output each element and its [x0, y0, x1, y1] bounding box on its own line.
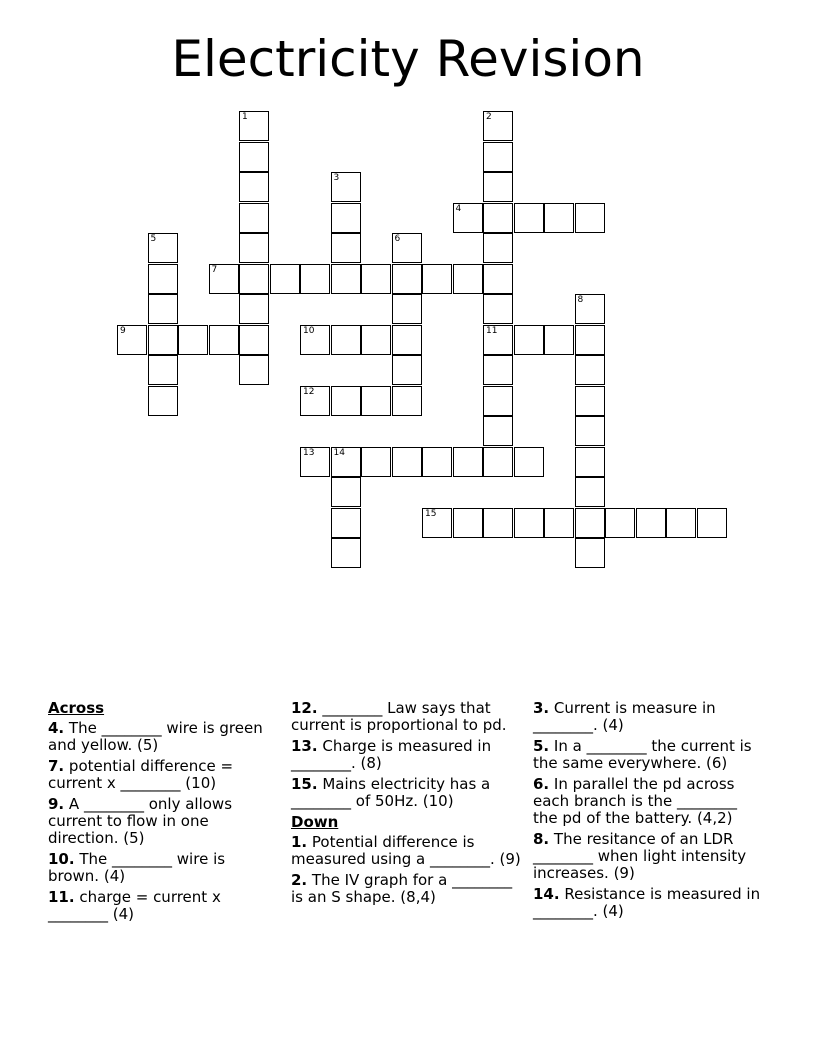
grid-cell[interactable] [331, 477, 361, 507]
clue-down-5: 5. In a ________ the current is the same everywhere. (6) [533, 737, 752, 772]
grid-cell[interactable] [148, 386, 178, 416]
grid-cell[interactable] [331, 447, 361, 477]
clue-across-11: 11. charge = current x ________ (4) [48, 888, 221, 923]
clue-across-7: 7. potential difference = current x ________ (10) [48, 757, 234, 792]
grid-cell[interactable] [575, 477, 605, 507]
clue-down-8: 8. The resitance of an LDR ________ when light intensity increases. (9) [533, 830, 747, 882]
grid-cell[interactable] [422, 508, 452, 538]
clue-number: 2 [486, 112, 492, 122]
grid-cell[interactable] [331, 203, 361, 233]
grid-cell[interactable] [483, 111, 513, 141]
grid-cell[interactable] [575, 386, 605, 416]
clue-number: 7 [211, 264, 218, 275]
grid-cell[interactable] [666, 508, 696, 538]
grid-cell[interactable] [392, 355, 422, 385]
grid-cell[interactable] [148, 294, 178, 324]
grid-cell[interactable] [575, 294, 605, 324]
grid-cell[interactable] [575, 325, 605, 355]
clue-down-1: 1. Potential difference is measured using a ________. (9) [291, 833, 521, 868]
grid-cell[interactable] [575, 538, 605, 568]
grid-cell[interactable] [331, 508, 361, 538]
clue-down-14: 14. Resistance is measured in ________. (4) [533, 885, 761, 920]
grid-cell[interactable] [575, 447, 605, 477]
grid-cell[interactable] [239, 264, 269, 294]
grid-cell[interactable] [300, 325, 330, 355]
grid-cell[interactable] [239, 203, 269, 233]
grid-cell[interactable] [239, 111, 269, 141]
clue-across-15: 15. Mains electricity has a ________ of 50Hz. (10) [291, 775, 491, 810]
grid-cell[interactable] [483, 416, 513, 446]
grid-cell[interactable] [453, 508, 483, 538]
clue-down-6: 6. In parallel the pd across each branch is the ________ the pd of the battery. (4,2) [533, 775, 737, 827]
grid-cell[interactable] [575, 355, 605, 385]
grid-cell[interactable] [392, 447, 422, 477]
clue-number: 6 [394, 234, 401, 244]
clue-down-2: 2. The IV graph for a ________ is an S shape. (8,4) [291, 871, 513, 906]
grid-cell[interactable] [331, 386, 361, 416]
page-title: Electricity Revision [171, 30, 645, 88]
grid-cell[interactable] [544, 325, 574, 355]
clue-column-1 [48, 700, 273, 927]
grid-cell[interactable] [453, 264, 483, 294]
grid-cell[interactable] [239, 233, 269, 263]
grid-cell[interactable] [483, 172, 513, 202]
grid-cell[interactable] [117, 325, 147, 355]
grid-cell[interactable] [392, 386, 422, 416]
grid-cell[interactable] [392, 294, 422, 324]
grid-cell[interactable] [239, 355, 269, 385]
clue-number: 4 [455, 203, 462, 214]
grid-cell[interactable] [575, 203, 605, 233]
grid-cell[interactable] [239, 325, 269, 355]
grid-cell[interactable] [483, 203, 513, 233]
grid-cell[interactable] [483, 264, 513, 294]
grid-cell[interactable] [453, 203, 483, 233]
grid-cell[interactable] [239, 172, 269, 202]
grid-cell[interactable] [209, 325, 239, 355]
grid-cell[interactable] [331, 538, 361, 568]
grid-cell[interactable] [392, 325, 422, 355]
grid-cell[interactable] [544, 203, 574, 233]
grid-cell[interactable] [331, 233, 361, 263]
grid-cell[interactable] [453, 447, 483, 477]
grid-cell[interactable] [300, 386, 330, 416]
grid-cell[interactable] [148, 264, 178, 294]
grid-cell[interactable] [239, 294, 269, 324]
clue-number: 5 [150, 234, 157, 244]
grid-cell[interactable] [483, 325, 513, 355]
grid-cell[interactable] [300, 447, 330, 477]
grid-cell[interactable] [697, 508, 727, 538]
grid-cell[interactable] [483, 508, 513, 538]
across-heading: Across [48, 699, 105, 717]
grid-cell[interactable] [392, 264, 422, 294]
clue-number: 3 [333, 173, 340, 183]
clue-number: 13 [303, 447, 315, 458]
grid-cell[interactable] [483, 355, 513, 385]
grid-cell[interactable] [270, 264, 300, 294]
down-heading: Down [291, 813, 339, 831]
grid-cell[interactable] [575, 508, 605, 538]
grid-cell[interactable] [483, 294, 513, 324]
clue-across-13: 13. Charge is measured in ________. (8) [291, 737, 492, 772]
grid-cell[interactable] [575, 416, 605, 446]
clue-down-3: 3. Current is measure in ________. (4) [533, 699, 716, 734]
grid-cell[interactable] [514, 203, 544, 233]
clue-number: 11 [486, 325, 498, 336]
clue-number: 9 [120, 325, 126, 336]
clue-across-10: 10. The ________ wire is brown. (4) [48, 850, 226, 885]
grid-cell[interactable] [331, 172, 361, 202]
clue-number: 12 [303, 386, 315, 397]
grid-cell[interactable] [605, 508, 635, 538]
grid-cell[interactable] [483, 447, 513, 477]
grid-cell[interactable] [636, 508, 666, 538]
grid-cell[interactable] [483, 142, 513, 172]
clue-across-4: 4. The ________ wire is green and yellow. (5) [48, 719, 263, 754]
clue-number: 15 [425, 508, 437, 519]
grid-cell[interactable] [422, 264, 452, 294]
clue-across-12: 12. ________ Law says that current is proportional to pd. [291, 699, 507, 734]
clue-number: 14 [333, 447, 345, 458]
grid-cell[interactable] [483, 386, 513, 416]
grid-cell[interactable] [514, 508, 544, 538]
clue-number: 10 [303, 325, 315, 336]
grid-cell[interactable] [178, 325, 208, 355]
grid-cell[interactable] [392, 233, 422, 263]
grid-cell[interactable] [361, 264, 391, 294]
grid-cell[interactable] [514, 325, 544, 355]
grid-cell[interactable] [514, 447, 544, 477]
clue-across-9: 9. A ________ only allows current to flow in one direction. (5) [48, 795, 233, 847]
grid-cell[interactable] [331, 264, 361, 294]
grid-cell[interactable] [361, 386, 391, 416]
grid-cell[interactable] [361, 325, 391, 355]
grid-cell[interactable] [544, 508, 574, 538]
grid-cell[interactable] [300, 264, 330, 294]
grid-cell[interactable] [148, 233, 178, 263]
clue-number: 8 [577, 295, 584, 305]
grid-cell[interactable] [483, 233, 513, 263]
grid-cell[interactable] [422, 447, 452, 477]
grid-cell[interactable] [209, 264, 239, 294]
grid-cell[interactable] [239, 142, 269, 172]
clue-number: 1 [242, 112, 248, 122]
grid-cell[interactable] [148, 325, 178, 355]
grid-cell[interactable] [148, 355, 178, 385]
grid-cell[interactable] [331, 325, 361, 355]
clue-column-3 [533, 700, 761, 924]
grid-cell[interactable] [361, 447, 391, 477]
clue-column-2 [291, 700, 523, 910]
